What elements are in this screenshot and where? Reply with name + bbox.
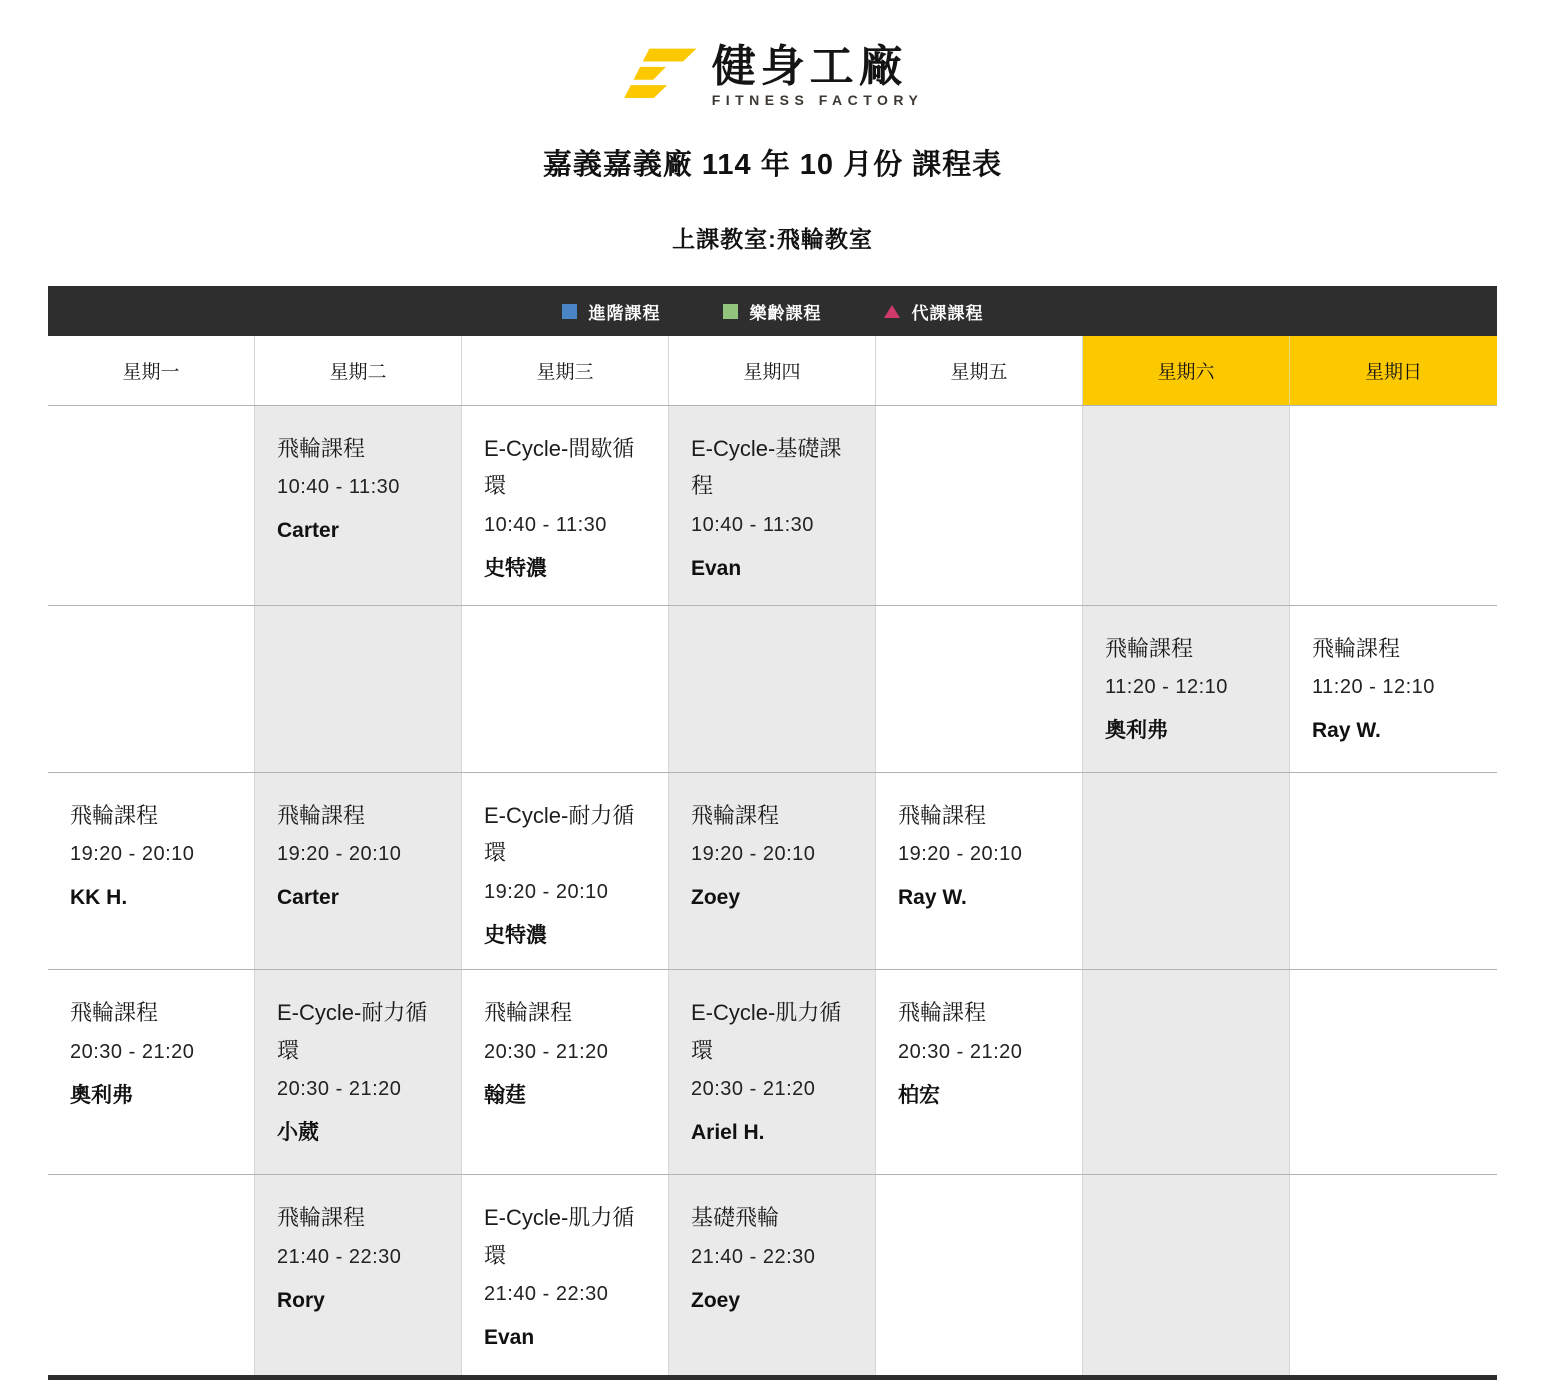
empty-cell [48, 406, 255, 605]
brand-name-english: FITNESS FACTORY [711, 92, 924, 108]
empty-cell [1290, 1175, 1497, 1375]
fitness-factory-logo-icon [622, 45, 698, 107]
schedule-row-4 [48, 970, 1497, 1175]
class-time: 20:30 - 21:20 [70, 1040, 195, 1063]
empty-cell [462, 606, 669, 772]
empty-cell [1290, 970, 1497, 1174]
class-instructor: Zoey [691, 1288, 741, 1312]
class-cell [669, 970, 876, 1174]
class-cell [48, 773, 255, 969]
empty-cell [48, 1175, 255, 1375]
class-instructor: Rory [277, 1288, 325, 1312]
class-time: 20:30 - 21:20 [691, 1078, 816, 1101]
advanced-course-square-icon [562, 304, 577, 319]
class-time: 19:20 - 20:10 [898, 843, 1023, 866]
day-header-7: 星期日 [1290, 336, 1497, 405]
schedule-page [48, 0, 1497, 1380]
class-time: 11:20 - 12:10 [1312, 676, 1435, 699]
day-header-5: 星期五 [876, 336, 1083, 405]
class-instructor: Carter [277, 519, 339, 543]
class-title: 飛輪課程 [277, 1205, 366, 1231]
class-title: 飛輪課程 [277, 803, 366, 828]
class-title: E-Cycle-耐力循環 [484, 803, 635, 866]
class-title: 飛輪課程 [277, 436, 366, 461]
class-instructor: Zoey [691, 886, 741, 910]
class-time: 20:30 - 21:20 [277, 1078, 402, 1101]
brand-name-chinese: 健身工廠 [711, 42, 908, 91]
empty-cell [876, 406, 1083, 605]
day-header-row [48, 336, 1497, 406]
class-time: 20:30 - 21:20 [898, 1040, 1023, 1063]
class-instructor: Evan [484, 1326, 535, 1350]
class-time: 10:40 - 11:30 [484, 513, 607, 536]
class-time: 11:20 - 12:10 [1105, 676, 1228, 699]
schedule-body [48, 406, 1497, 1375]
schedule-row-2 [48, 606, 1497, 773]
empty-cell [669, 606, 876, 772]
class-cell [48, 970, 255, 1174]
class-instructor: Ariel H. [691, 1121, 765, 1145]
class-cell [255, 406, 462, 605]
class-cell [1290, 606, 1497, 772]
class-instructor: Ray W. [1312, 719, 1381, 743]
empty-cell [1083, 406, 1290, 605]
day-header-2: 星期二 [255, 336, 462, 405]
legend-label: 進階課程 [588, 303, 661, 323]
brand-wordmark [711, 42, 924, 108]
class-time: 20:30 - 21:20 [484, 1040, 609, 1063]
class-instructor: Evan [691, 556, 742, 580]
class-cell [462, 773, 669, 969]
class-time: 10:40 - 11:30 [691, 513, 814, 536]
class-cell [255, 1175, 462, 1375]
day-header-1: 星期一 [48, 336, 255, 405]
class-instructor: KK H. [70, 886, 128, 910]
class-cell [669, 1175, 876, 1375]
substitute-course-triangle-icon [884, 305, 900, 318]
day-header-6: 星期六 [1083, 336, 1290, 405]
class-instructor: 柏宏 [898, 1083, 940, 1107]
class-cell [876, 970, 1083, 1174]
class-instructor: 奧利弗 [1105, 719, 1168, 743]
day-header-4: 星期四 [669, 336, 876, 405]
empty-cell [876, 606, 1083, 772]
page-title: 嘉義嘉義廠 114 年 10 月份 課程表 [542, 149, 1003, 181]
legend-label: 代課課程 [911, 303, 984, 323]
class-cell [876, 773, 1083, 969]
class-cell [669, 773, 876, 969]
class-time: 21:40 - 22:30 [484, 1283, 609, 1306]
class-instructor: Ray W. [898, 886, 967, 910]
class-instructor: 奧利弗 [70, 1083, 133, 1107]
class-title: E-Cycle-基礎課程 [691, 436, 842, 499]
class-title: 飛輪課程 [1105, 636, 1194, 661]
class-instructor: 史特濃 [484, 556, 547, 580]
class-instructor: 小葳 [277, 1121, 319, 1145]
empty-cell [1083, 1175, 1290, 1375]
class-title: 基礎飛輪 [691, 1205, 780, 1231]
empty-cell [1290, 406, 1497, 605]
class-time: 19:20 - 20:10 [70, 843, 195, 866]
empty-cell [255, 606, 462, 772]
class-time: 19:20 - 20:10 [691, 843, 816, 866]
class-time: 19:20 - 20:10 [277, 843, 402, 866]
class-cell [255, 970, 462, 1174]
class-title: E-Cycle-間歇循環 [484, 436, 635, 499]
class-title: E-Cycle-肌力循環 [484, 1205, 635, 1268]
class-cell [462, 1175, 669, 1375]
class-cell [462, 970, 669, 1174]
brand-header [48, 38, 1497, 114]
class-time: 10:40 - 11:30 [277, 476, 400, 499]
class-cell [1083, 606, 1290, 772]
class-title: 飛輪課程 [898, 803, 987, 828]
class-time: 21:40 - 22:30 [691, 1245, 816, 1268]
legend-item-advanced [562, 299, 661, 324]
class-title: 飛輪課程 [70, 803, 159, 828]
empty-cell [1290, 773, 1497, 969]
schedule-row-3 [48, 773, 1497, 970]
legend-item-senior [723, 299, 822, 324]
senior-course-square-icon [723, 304, 738, 319]
class-title: 飛輪課程 [691, 803, 780, 828]
class-instructor: 史特濃 [484, 923, 547, 947]
class-title: 飛輪課程 [484, 1000, 573, 1026]
legend-bar [48, 286, 1497, 336]
schedule-row-1 [48, 406, 1497, 606]
class-title: E-Cycle-耐力循環 [277, 1000, 428, 1063]
legend-label: 樂齡課程 [749, 303, 822, 323]
class-instructor: 翰莛 [484, 1083, 526, 1107]
class-cell [669, 406, 876, 605]
empty-cell [1083, 773, 1290, 969]
class-title: 飛輪課程 [70, 1000, 159, 1026]
class-title: 飛輪課程 [898, 1000, 987, 1026]
schedule-table [48, 336, 1497, 1380]
class-time: 19:20 - 20:10 [484, 880, 609, 903]
classroom-subtitle: 上課教室:飛輪教室 [672, 226, 873, 252]
class-cell [255, 773, 462, 969]
class-instructor: Carter [277, 886, 339, 910]
empty-cell [48, 606, 255, 772]
class-time: 21:40 - 22:30 [277, 1245, 402, 1268]
schedule-row-5 [48, 1175, 1497, 1375]
empty-cell [876, 1175, 1083, 1375]
class-cell [462, 406, 669, 605]
class-title: E-Cycle-肌力循環 [691, 1000, 842, 1063]
class-title: 飛輪課程 [1312, 636, 1401, 661]
day-header-3: 星期三 [462, 336, 669, 405]
empty-cell [1083, 970, 1290, 1174]
legend-item-substitute [884, 299, 984, 324]
